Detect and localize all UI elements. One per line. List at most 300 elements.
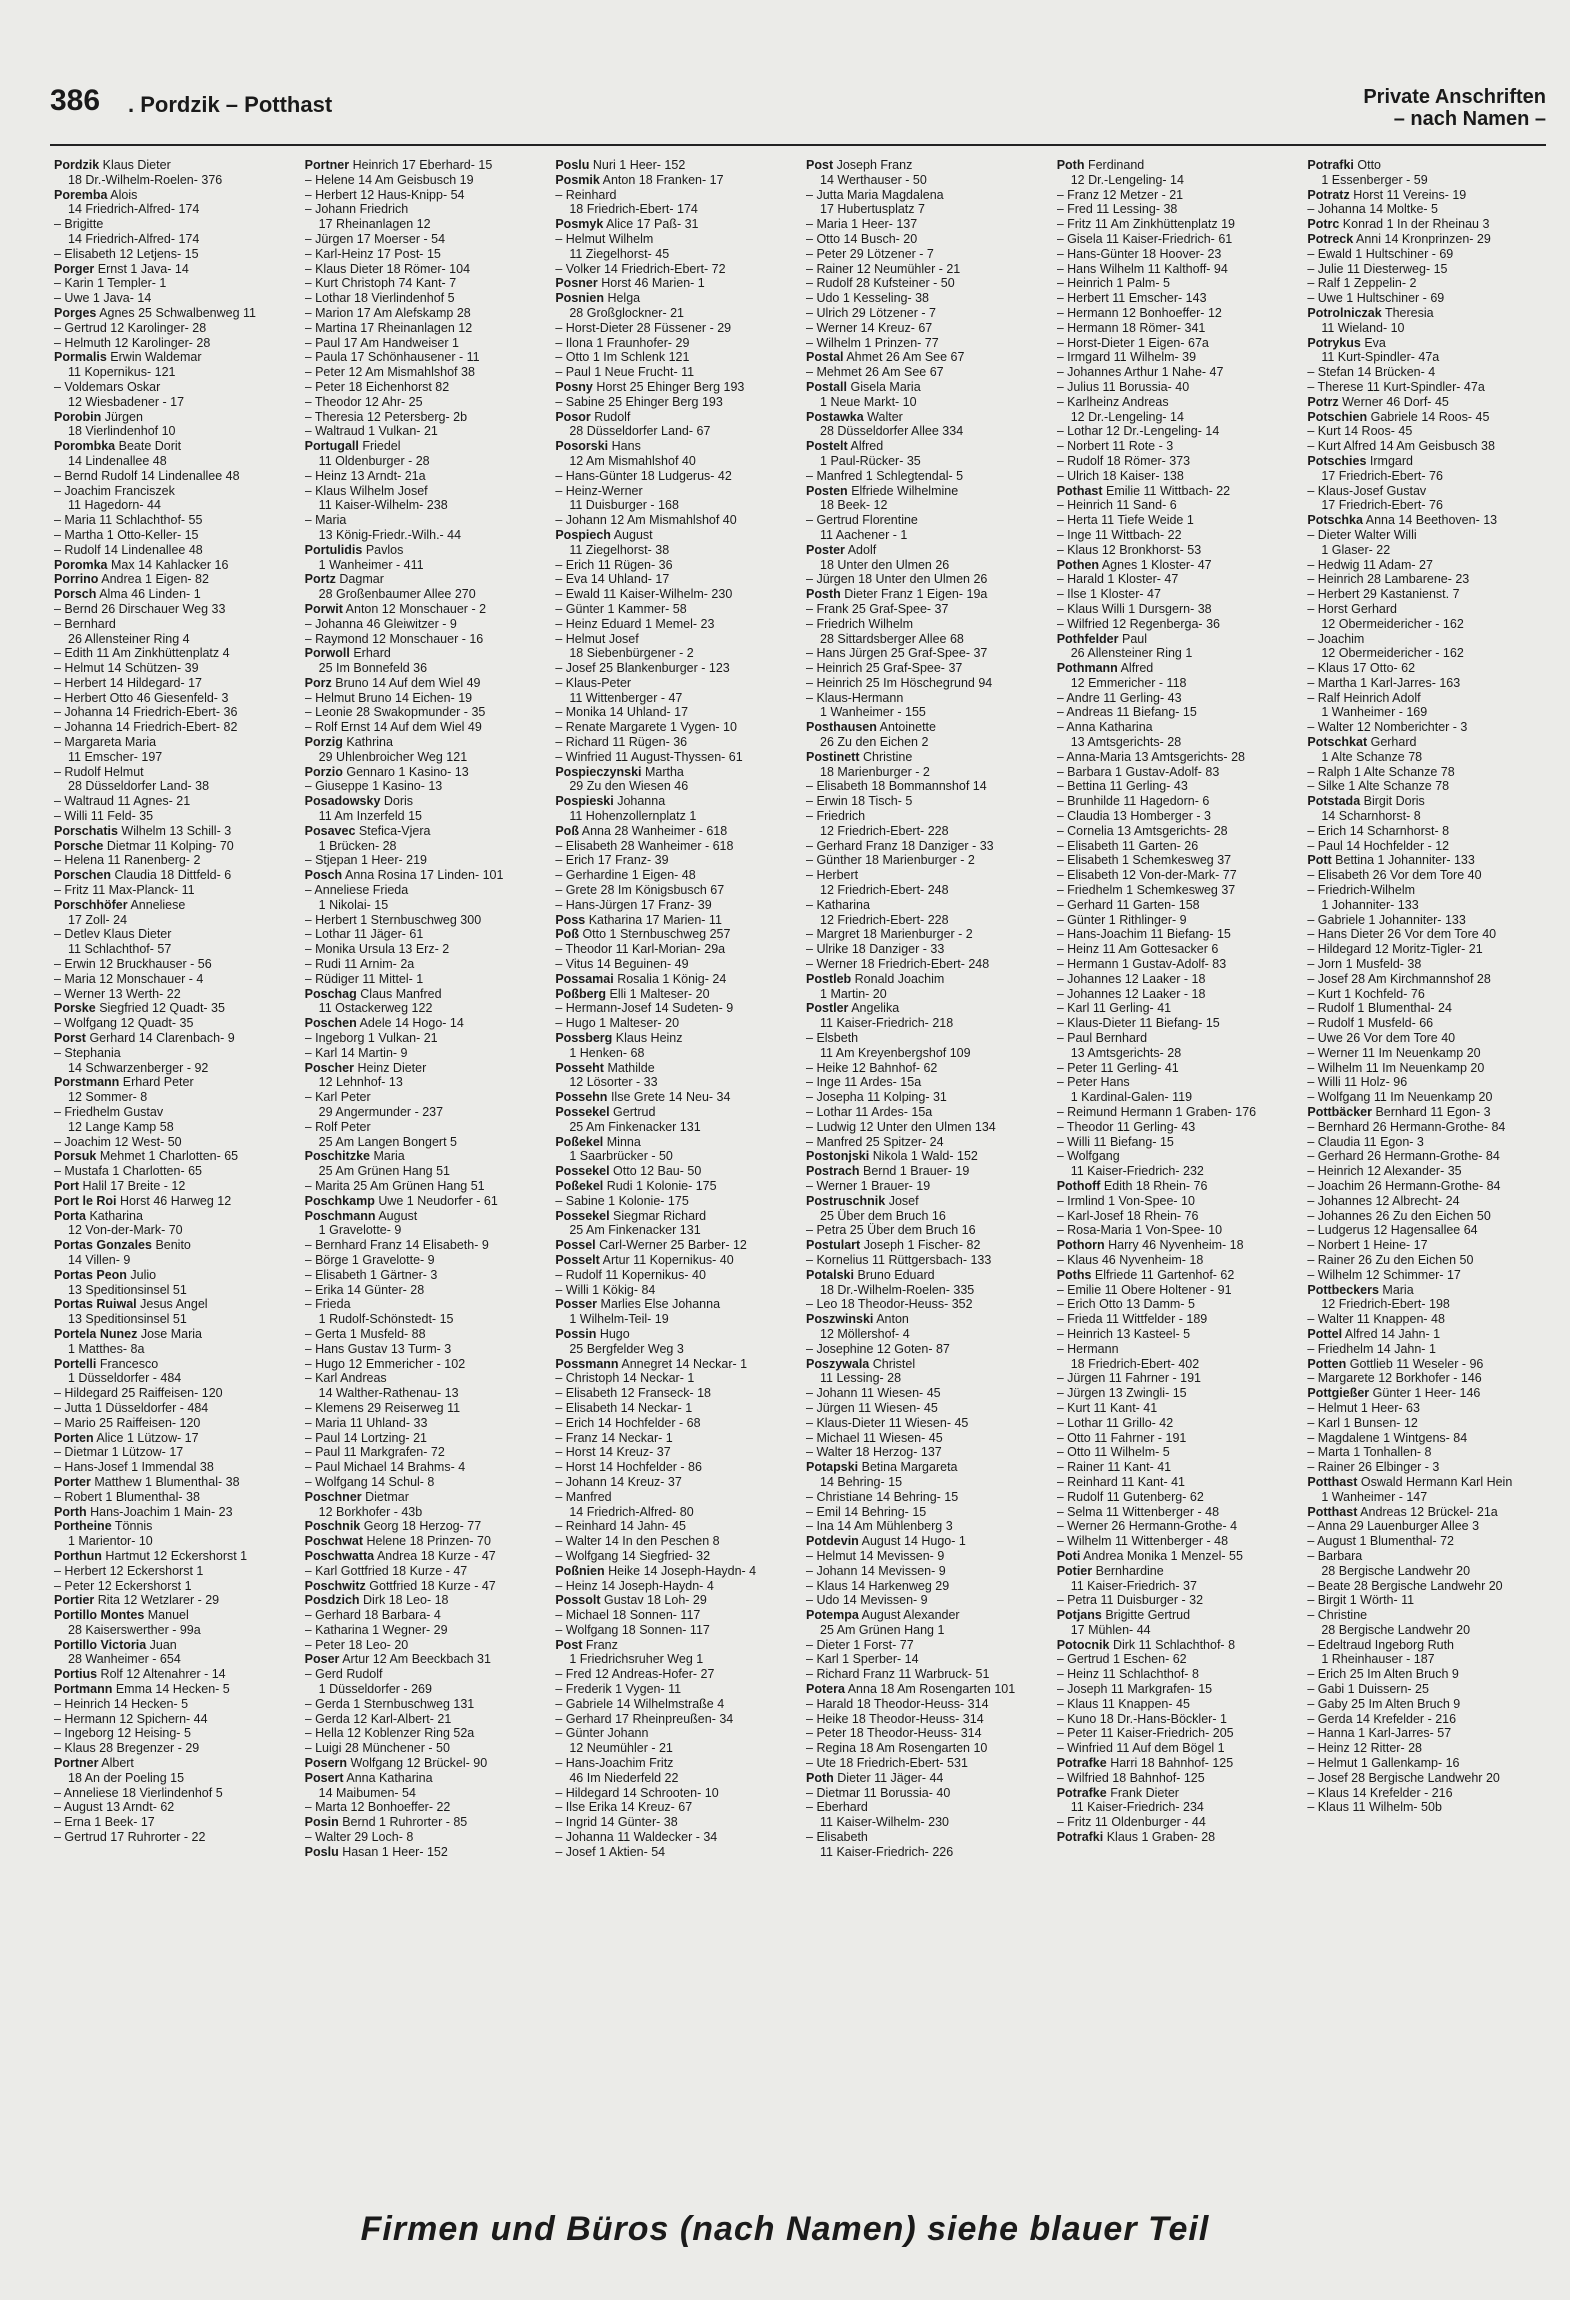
entry-line: 12 Friedrich-Ebert- 228 [820, 912, 949, 927]
entry-detail: August [378, 1208, 418, 1223]
entry-line [305, 1534, 548, 1549]
entry-line: – Wilhelm 12 Schimmer- 17 [1307, 1267, 1461, 1282]
family-name: Porta [54, 1208, 86, 1223]
entry-line [555, 1253, 798, 1268]
entry-line: – Joachim 26 Hermann-Grothe- 84 [1307, 1178, 1501, 1193]
family-name: Posseht [555, 1060, 604, 1075]
entry-line: 11 Am Inzerfeld 15 [318, 809, 422, 824]
entry-line: 1 Friedrichsruher Weg 1 [569, 1652, 704, 1667]
entry-line [54, 1593, 297, 1608]
entry-detail: Agnes 25 Schwalbenweg 11 [99, 305, 257, 320]
family-name: Pottbäcker [1307, 1105, 1372, 1119]
entry-line [555, 1327, 798, 1342]
directory-entry [806, 1682, 1049, 1771]
entry-line: 12 Sommer- 8 [68, 1090, 148, 1105]
entry-line: 29 Zu den Wiesen 46 [569, 779, 689, 794]
entry-line: – Gerd Rudolf [304, 1667, 383, 1682]
entry-detail: Betina Margareta [861, 1460, 958, 1475]
family-name: Possin [555, 1326, 597, 1341]
entry-line: – Walter 12 Nomberichter - 3 [1307, 720, 1468, 735]
directory-entry [305, 987, 548, 1017]
entry-line [1307, 735, 1550, 750]
entry-line: – Kornelius 11 Rüttgersbach- 133 [806, 1252, 992, 1267]
entry-line: 1 Marientor- 10 [68, 1534, 153, 1549]
entry-line [806, 1460, 1049, 1475]
family-name: Post [806, 158, 834, 172]
family-name: Potempa [806, 1608, 859, 1623]
directory-column-5 [1057, 158, 1300, 2166]
entry-line: – Hanna 1 Karl-Jarres- 57 [1307, 1726, 1452, 1741]
family-name: Porschhöfer [54, 897, 128, 912]
entry-line: – Johannes 12 Laaker - 18 [1056, 986, 1206, 1001]
entry-line: – Christiane 14 Behring- 15 [806, 1489, 959, 1504]
entry-line [54, 158, 297, 173]
directory-entry [1307, 217, 1550, 232]
family-name: Posny [555, 379, 593, 394]
directory-entry [555, 1090, 798, 1105]
entry-detail: August 14 Hugo- 1 [861, 1534, 966, 1549]
entry-line: – Rudolf 1 Blumenthal- 24 [1307, 1001, 1452, 1016]
entry-detail: Ferdinand [1087, 158, 1145, 172]
entry-line: – Johannes 26 Zu den Eichen 50 [1307, 1208, 1491, 1223]
entry-line: – Christine [1307, 1608, 1368, 1623]
family-name: Possekel [555, 1105, 610, 1119]
entry-line [555, 794, 798, 809]
entry-line: 17 Hubertusplatz 7 [820, 202, 925, 217]
entry-detail: Claus Manfred [360, 986, 442, 1001]
family-name: Pottgießer [1307, 1386, 1370, 1401]
entry-line: – Gertrud 1 Eschen- 62 [1056, 1652, 1187, 1667]
entry-line: 18 Marienburger - 2 [820, 764, 930, 779]
entry-line [1307, 158, 1550, 173]
directory-entry [806, 380, 1049, 410]
family-name: Portulidis [304, 542, 363, 557]
entry-line: – Raymond 12 Monschauer - 16 [304, 631, 484, 646]
family-name: Posch [304, 868, 343, 883]
entry-line: – Werner 26 Hermann-Grothe- 4 [1056, 1519, 1238, 1534]
entry-line: – Giuseppe 1 Kasino- 13 [304, 779, 443, 794]
entry-line: – Anneliese 18 Vierlindenhof 5 [54, 1785, 223, 1800]
entry-detail: Horst 46 Harweg 12 [120, 1193, 232, 1208]
entry-line: – Petra 25 Über dem Bruch 16 [806, 1223, 976, 1238]
entry-line: – Norbert 1 Heine- 17 [1307, 1238, 1428, 1253]
entry-line [806, 1312, 1049, 1327]
family-name: Portz [304, 572, 336, 587]
entry-detail: Dagmar [339, 572, 384, 587]
entry-line [806, 410, 1049, 425]
directory-column-6 [1307, 158, 1550, 2166]
entry-line: – Rudi 11 Arnim- 2a [304, 957, 415, 972]
entry-line: – Eberhard [806, 1800, 868, 1815]
entry-line: – Paul Bernhard [1056, 1031, 1148, 1046]
family-name: Porzig [304, 735, 343, 750]
entry-line [555, 173, 798, 188]
family-name: Portillo Victoria [54, 1637, 147, 1652]
entry-line: – Klaus-Hermann [806, 690, 904, 705]
family-name: Poszywala [806, 1356, 870, 1371]
family-name: Potrc [1307, 217, 1340, 232]
family-name: Postinett [806, 749, 860, 764]
entry-line [555, 1135, 798, 1150]
entry-line: – Fred 12 Andreas-Hofer- 27 [555, 1667, 715, 1682]
entry-line: – Elisabeth 12 Letjens- 15 [54, 246, 199, 261]
entry-line: – Detlev Klaus Dieter [54, 927, 172, 942]
entry-line: – Klaus-Dieter 11 Biefang- 15 [1056, 1016, 1220, 1031]
entry-line: – Börge 1 Gravelotte- 9 [304, 1252, 435, 1267]
family-name: Poschag [304, 986, 357, 1001]
family-name: Poßekel [555, 1134, 604, 1149]
family-name: Poßekel [555, 1178, 604, 1193]
entry-detail: Oswald Hermann Karl Hein [1360, 1474, 1513, 1489]
entry-line: – Dietmar 11 Borussia- 40 [806, 1785, 951, 1800]
entry-line [555, 824, 798, 839]
entry-line: – Irmgard 11 Wilhelm- 39 [1056, 350, 1197, 365]
entry-line: – Ulrike 18 Danziger - 33 [806, 942, 945, 957]
entry-detail: Klaus Dieter [102, 158, 171, 172]
directory-entry [305, 765, 548, 795]
entry-line: – Walter 29 Loch- 8 [304, 1830, 414, 1845]
entry-line: – Martha 1 Karl-Jarres- 163 [1307, 675, 1461, 690]
family-name: Poths [1056, 1267, 1092, 1282]
entry-line: – Stephania [54, 1045, 121, 1060]
entry-line: – Jürgen 13 Zwingli- 15 [1056, 1386, 1187, 1401]
family-name: Poslu [304, 1844, 339, 1859]
entry-line [54, 1149, 297, 1164]
directory-entry [555, 927, 798, 971]
directory-entry [555, 1297, 798, 1327]
entry-line: – Klaus Wilhelm Josef [304, 483, 428, 498]
entry-detail: Emma 14 Hecken- 5 [115, 1682, 230, 1697]
entry-line: 11 Aachener - 1 [820, 527, 908, 542]
entry-line: 12 Obermeidericher - 162 [1321, 616, 1464, 631]
entry-line: – Gerda 14 Krefelder - 216 [1307, 1711, 1457, 1726]
entry-line: – Willi 11 Feld- 35 [54, 809, 154, 824]
entry-detail: Halil 17 Breite - 12 [82, 1178, 186, 1193]
directory-entry [54, 898, 297, 1002]
entry-detail: Anneliese [130, 897, 186, 912]
directory-entry [1057, 1564, 1300, 1608]
entry-detail: Julio [130, 1267, 157, 1282]
entry-line: 1 Rheinhauser - 187 [1321, 1652, 1435, 1667]
entry-line [54, 188, 297, 203]
directory-entry [1307, 188, 1550, 218]
entry-detail: Siegfried 12 Quadt- 35 [99, 1001, 225, 1016]
entry-line [555, 217, 798, 232]
entry-detail: Günter 1 Heer- 146 [1372, 1386, 1481, 1401]
entry-line: – Josef 1 Aktien- 54 [555, 1844, 666, 1859]
entry-line: 28 Großglockner- 21 [569, 305, 684, 320]
directory-entry [305, 794, 548, 824]
entry-line: 11 Kaiser-Wilhelm- 238 [318, 498, 448, 513]
directory-entry [305, 1194, 548, 1209]
directory-entry [54, 1297, 297, 1327]
entry-line [54, 1075, 297, 1090]
entry-line: – Karl 1 Bunsen- 12 [1307, 1415, 1418, 1430]
entry-line [555, 291, 798, 306]
entry-line: – Klaus Dieter 18 Römer- 104 [304, 261, 471, 276]
entry-line: – Reimund Hermann 1 Graben- 176 [1056, 1105, 1257, 1119]
entry-line [1307, 410, 1550, 425]
entry-line: 12 Dr.-Lengeling- 14 [1070, 409, 1184, 424]
family-name: Poschner [304, 1489, 362, 1504]
entry-line: – Werner 11 Im Neuenkamp 20 [1307, 1045, 1481, 1060]
entry-line: – Ralf Heinrich Adolf [1307, 690, 1421, 705]
family-name: Pothfelder [1056, 631, 1119, 646]
entry-line: – Wilfried 12 Regenberga- 36 [1056, 616, 1220, 631]
entry-detail: Katharina 17 Marien- 11 [588, 912, 722, 927]
directory-entry [54, 262, 297, 306]
entry-detail: Anna 14 Beethoven- 13 [1365, 513, 1498, 528]
entry-line: – Barbara [1307, 1548, 1363, 1563]
family-name: Porschatis [54, 823, 118, 838]
entry-line: – Uwe 1 Hultschiner - 69 [1307, 291, 1445, 306]
entry-line: – Karl Peter [304, 1090, 371, 1105]
directory-entry [1057, 484, 1300, 558]
entry-line: – Helene 14 Am Geisbusch 19 [304, 172, 474, 187]
entry-line: – Günter 1 Kammer- 58 [555, 601, 687, 616]
entry-line [54, 1638, 297, 1653]
entry-line: – Klaus 46 Nyvenheim- 18 [1056, 1252, 1204, 1267]
directory-entry [1057, 632, 1300, 662]
entry-line: 12 Friedrich-Ebert- 198 [1321, 1297, 1450, 1312]
entry-line: – Johanna 14 Friedrich-Ebert- 82 [54, 720, 238, 735]
entry-line [54, 410, 297, 425]
entry-line: 12 Obermeidericher - 162 [1321, 646, 1464, 661]
entry-line: – Friedhelm 14 Jahn- 1 [1307, 1341, 1436, 1356]
entry-line [54, 839, 297, 854]
entry-line: 1 Düsseldorfer - 484 [68, 1371, 182, 1386]
entry-line: – August 13 Arndt- 62 [54, 1800, 175, 1815]
family-name: Porthun [54, 1548, 102, 1563]
entry-line: – Hans-Joachim 11 Biefang- 15 [1056, 927, 1231, 942]
entry-detail: Konrad 1 In der Rheinau 3 [1342, 217, 1490, 232]
directory-entry [555, 824, 798, 913]
entry-line: – Friedrich-Wilhelm [1307, 883, 1416, 898]
family-name: Pott [1307, 853, 1332, 868]
entry-line: – Hermann 18 Römer- 341 [1056, 320, 1206, 335]
entry-line: 1 Neue Markt- 10 [820, 394, 917, 409]
entry-line: 11 Kaiser-Friedrich- 218 [820, 1016, 954, 1031]
entry-line: – Helmut 1 Gallenkamp- 16 [1307, 1756, 1460, 1771]
entry-line: – Dieter Walter Willi [1307, 527, 1417, 542]
entry-line: – Heinz 12 Ritter- 28 [1307, 1741, 1422, 1756]
entry-detail: Hasan 1 Heer- 152 [342, 1844, 448, 1859]
family-name: Poschen [304, 1016, 357, 1031]
entry-line: – Frank 25 Graf-Spee- 37 [806, 601, 949, 616]
entry-line [1307, 306, 1550, 321]
entry-line: – Gerhardine 1 Eigen- 48 [555, 868, 696, 883]
entry-line: 1 Martin- 20 [820, 986, 887, 1001]
family-name: Poßnien [555, 1563, 605, 1578]
entry-line: – Josef 28 Bergische Landwehr 20 [1307, 1770, 1500, 1785]
directory-entry [806, 1194, 1049, 1238]
entry-detail: Klaus 1 Graben- 28 [1106, 1830, 1216, 1845]
entry-line [305, 543, 548, 558]
directory-entry [1057, 1638, 1300, 1756]
entry-detail: Harri 18 Bahnhof- 125 [1110, 1756, 1234, 1771]
family-name: Pospieski [555, 794, 614, 809]
entry-line: – Erich 17 Franz- 39 [555, 853, 669, 868]
family-name: Poschwatta [304, 1548, 375, 1563]
entry-line: – Bernhard Franz 14 Elisabeth- 9 [304, 1238, 489, 1253]
entry-line: – Karin 1 Templer- 1 [54, 276, 167, 291]
directory-column-4 [806, 158, 1049, 2166]
family-name: Potthast [1307, 1474, 1358, 1489]
entry-line: – Anna 29 Lauenburger Allee 3 [1307, 1519, 1480, 1534]
family-name: Porz [304, 675, 332, 690]
entry-line: – Wilfried 18 Bahnhof- 125 [1056, 1770, 1205, 1785]
directory-entry [806, 1312, 1049, 1356]
directory-entry [555, 1253, 798, 1297]
entry-detail: Helga [607, 291, 641, 306]
entry-detail: Marlies Else Johanna [600, 1297, 721, 1312]
entry-detail: Jürgen [104, 409, 143, 424]
family-name: Porske [54, 1001, 96, 1016]
entry-detail: Bernd 1 Brauer- 19 [863, 1164, 970, 1179]
entry-line: 12 Möllershof- 4 [820, 1326, 910, 1341]
entry-line: – Helena 11 Ranenberg- 2 [54, 853, 201, 868]
entry-line [305, 439, 548, 454]
entry-line [305, 765, 548, 780]
directory-entry [806, 1460, 1049, 1534]
directory-entry [1057, 1786, 1300, 1830]
entry-line [806, 1149, 1049, 1164]
entry-line: – Klaus 28 Bregenzer - 29 [54, 1741, 200, 1756]
entry-detail: Dieter 11 Jäger- 44 [837, 1770, 944, 1785]
entry-line [806, 484, 1049, 499]
entry-line: – Winfried 11 Auf dem Bögel 1 [1056, 1741, 1225, 1756]
directory-entry [305, 1771, 548, 1815]
entry-line [305, 1149, 548, 1164]
entry-line [555, 1638, 798, 1653]
entry-detail: Bruno 14 Auf dem Wiel 49 [335, 675, 481, 690]
entry-line: – Walter 11 Knappen- 48 [1307, 1312, 1445, 1327]
entry-line: – Elisabeth 28 Wanheimer - 618 [555, 838, 734, 853]
entry-line [1307, 1357, 1550, 1372]
entry-line: – Frieda [304, 1297, 351, 1312]
directory-entry [1057, 1179, 1300, 1238]
entry-line [555, 765, 798, 780]
entry-detail: Antoinette [879, 720, 936, 735]
directory-entry [1057, 1268, 1300, 1549]
entry-line: – Johannes 12 Albrecht- 24 [1307, 1193, 1460, 1208]
directory-entry [54, 1756, 297, 1845]
entry-line [555, 1297, 798, 1312]
entry-line: 29 Uhlenbroicher Weg 121 [318, 749, 468, 764]
directory-entry [806, 410, 1049, 440]
entry-line [54, 439, 297, 454]
entry-line: – Gertrud 17 Ruhrorter - 22 [54, 1830, 206, 1845]
directory-entry [555, 765, 798, 795]
entry-detail: Otto 1 Sternbuschweg 257 [582, 927, 731, 942]
entry-line [54, 306, 297, 321]
entry-line: – Hella 12 Koblenzer Ring 52a [304, 1726, 475, 1741]
entry-line: – Renate Margarete 1 Vygen- 10 [555, 720, 737, 735]
entry-detail: Ilse Grete 14 Neu- 34 [610, 1090, 731, 1105]
entry-line: – Andre 11 Gerling- 43 [1056, 690, 1182, 705]
entry-line: – Elisabeth 11 Garten- 26 [1056, 838, 1199, 853]
family-name: Poss [555, 912, 586, 927]
directory-entry [305, 1534, 548, 1549]
family-name: Pothen [1056, 557, 1100, 572]
entry-line: – Karl-Heinz 17 Post- 15 [304, 246, 441, 261]
directory-entry [1307, 1283, 1550, 1327]
entry-line: – Inge 11 Wittbach- 22 [1056, 527, 1182, 542]
directory-entry [54, 350, 297, 409]
family-name: Possekel [555, 1164, 610, 1179]
entry-line: 28 Düsseldorfer Land- 38 [68, 779, 210, 794]
family-name: Potrafke [1056, 1785, 1107, 1800]
entry-detail: Georg 18 Herzog- 77 [363, 1519, 482, 1534]
family-name: Posmyk [555, 217, 604, 232]
entry-line: 17 Rheinanlagen 12 [318, 217, 431, 232]
entry-line: – Ludwig 12 Unter den Ulmen 134 [806, 1119, 996, 1134]
family-name: Potrafki [1056, 1830, 1104, 1845]
entry-line: – Friedhelm 1 Schemkesweg 37 [1056, 883, 1236, 898]
directory-entry [1057, 558, 1300, 632]
entry-detail: Heinrich 17 Eberhard- 15 [352, 158, 493, 172]
family-name: Postawka [806, 409, 864, 424]
family-name: Postal [806, 350, 844, 365]
entry-line: – Walter 14 In den Peschen 8 [555, 1534, 720, 1549]
directory-entry [305, 1845, 548, 1860]
entry-line: 12 Am Mismahlshof 40 [569, 453, 696, 468]
family-name: Potschien [1307, 409, 1368, 424]
family-name: Portheine [54, 1519, 112, 1534]
entry-line [555, 927, 798, 942]
family-name: Poslu [555, 158, 590, 172]
entry-line [54, 587, 297, 602]
entry-line: – Johann 14 Kreuz- 37 [555, 1474, 682, 1489]
entry-line: – Paul Michael 14 Brahms- 4 [304, 1460, 466, 1475]
entry-line: – Gertrud 12 Karolinger- 28 [54, 320, 207, 335]
directory-entry [555, 1638, 798, 1860]
family-name: Posthausen [806, 720, 877, 735]
entry-detail: Gabriele 14 Roos- 45 [1370, 409, 1490, 424]
directory-entry [555, 528, 798, 765]
family-name: Potalski [806, 1267, 854, 1282]
entry-line: – Wolfgang 11 Im Neuenkamp 20 [1307, 1090, 1493, 1105]
entry-line [555, 1209, 798, 1224]
directory-entry [806, 1771, 1049, 1860]
entry-line: 25 Über dem Bruch 16 [820, 1208, 946, 1223]
entry-line: – Herbert 14 Hildegard- 17 [54, 675, 202, 690]
entry-line: – Theodor 12 Ahr- 25 [304, 394, 423, 409]
entry-line: – Michael 18 Sonnen- 117 [555, 1608, 701, 1623]
entry-line: – Richard 11 Rügen- 36 [555, 735, 688, 750]
entry-line: – Karl Gottfried 18 Kurze - 47 [304, 1563, 468, 1578]
directory-entry [555, 1593, 798, 1637]
family-name: Poster [806, 542, 845, 557]
entry-line: – Jürgen 11 Wiesen- 45 [806, 1400, 938, 1415]
entry-line: – Lothar 11 Grillo- 42 [1056, 1415, 1174, 1430]
directory-column-1 [54, 158, 297, 2166]
directory-entry [54, 1519, 297, 1549]
entry-line [305, 602, 548, 617]
entry-line: 11 Oldenburger - 28 [318, 453, 430, 468]
entry-detail: Ahmet 26 Am See 67 [846, 350, 965, 365]
entry-line [555, 1238, 798, 1253]
entry-line [555, 1061, 798, 1076]
entry-detail: Matthew 1 Blumenthal- 38 [94, 1474, 240, 1489]
entry-line: – Gerhard 26 Hermann-Grothe- 84 [1307, 1149, 1500, 1164]
entry-line: 46 Im Niederfeld 22 [569, 1770, 679, 1785]
family-name: Poschnik [304, 1519, 361, 1534]
entry-line: – Heinz-Werner [555, 483, 643, 498]
directory-entry [555, 1238, 798, 1253]
entry-line [54, 868, 297, 883]
entry-detail: Bernhard 11 Egon- 3 [1375, 1105, 1491, 1119]
